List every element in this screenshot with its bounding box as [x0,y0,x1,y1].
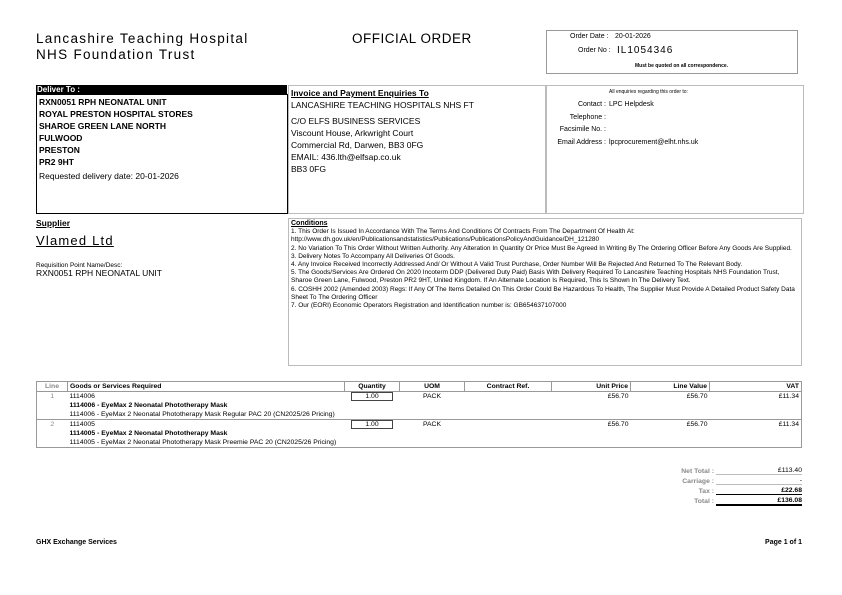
invoice-box [288,85,546,214]
table-row-desc [37,410,802,420]
col-line-value: Line Value [631,382,710,392]
col-uom: UOM [400,382,465,392]
invoice-line: Commercial Rd, Darwen, BB3 0FG [291,140,424,150]
total-label: Total : [694,497,714,505]
condition-item: 7. Our (EORI) Economic Operators Registration and Identification number is: GB654637107000 [291,302,567,310]
row-desc1: 1114005 - EyeMax 2 Neonatal Phototherapy Mask [69,430,228,437]
col-vat: VAT [710,382,802,392]
trust-name-line1: Lancashire Teaching Hospital [36,31,249,46]
invoice-line: Viscount House, Arkwright Court [291,128,414,138]
totals-block [640,466,802,506]
condition-item: 2. No Variation To This Order Without Written Authority. Any Alteration In Quantity Or Price Must Be Agreed In Writing By The Ordering Officer Before Any Goods Are Supplied. [291,244,792,252]
invoice-line: C/O ELFS BUSINESS SERVICES [291,116,421,126]
deliver-to-box [36,94,288,214]
carriage-label: Carriage : [682,477,714,485]
table-row-desc [37,438,802,448]
footer-left: GHX Exchange Services [36,539,117,546]
row-contract-ref [465,420,552,430]
condition-item: 3. Delivery Notes To Accompany All Deliveries Of Goods. [291,252,455,260]
total-value: £136.08 [716,497,802,506]
row-qty: 1.00 [351,420,393,429]
contact-value: LPC Helpdesk [609,101,654,108]
table-row-desc [37,401,802,410]
order-date-value: 20-01-2026 [615,33,651,40]
table-row [37,420,802,430]
conditions-box [288,218,802,366]
row-desc2: 1114006 - EyeMax 2 Neonatal Phototherapy Mask Regular PAC 20 (CN2025/26 Pricing) [69,411,335,418]
row-code: 1114005 [69,421,95,428]
page-number: Page 1 of 1 [765,539,802,546]
enquiries-note: All enquiries regarding this order to: [609,89,688,95]
invoice-heading: Invoice and Payment Enquiries To [291,88,429,98]
col-line: Line [37,382,68,392]
row-uom: PACK [422,421,441,428]
invoice-line: LANCASHIRE TEACHING HOSPITALS NHS FT [291,100,474,110]
order-items-table [36,381,802,448]
net-total-label: Net Total : [681,467,714,475]
row-qty: 1.00 [351,392,393,401]
row-desc2: 1114005 - EyeMax 2 Neonatal Phototherapy Mask Preemie PAC 20 (CN2025/26 Pricing) [69,439,337,446]
order-date-label: Order Date : [570,33,609,40]
tax-value: £22.68 [716,487,802,495]
row-line-value: £56.70 [686,421,708,428]
col-contract-ref: Contract Ref. [465,382,552,392]
row-code: 1114006 [69,393,95,400]
row-qty-cell [345,392,400,402]
net-total-value: £113.40 [716,467,802,475]
table-row-desc [37,429,802,438]
order-no-label: Order No : [578,47,611,54]
requisition-label: Requisition Point Name/Desc: [36,262,123,269]
row-vat: £11.34 [710,420,802,430]
supplier-heading [36,218,70,228]
invoice-line: BB3 0FG [291,164,326,174]
col-quantity: Quantity [345,382,400,392]
row-desc1: 1114006 - EyeMax 2 Neonatal Phototherapy Mask [69,402,228,409]
condition-item: 1. This Order Is Issued In Accordance With The Terms And Conditions Of Contracts From The Department Of Health At: [291,228,635,236]
requested-delivery-date: Requested delivery date: 20-01-2026 [39,171,179,181]
row-unit-price: £56.70 [607,393,629,400]
table-header-row [37,382,802,392]
conditions-heading: Conditions [291,220,328,227]
deliver-to-heading: Deliver To : [36,85,287,94]
condition-item: http://www.dh.gov.uk/en/Publicationsandstatistics/Publications/PublicationsPolicyAndGuidance/DH_121280 [291,236,600,244]
requisition-value: RXN0051 RPH NEONATAL UNIT [36,268,162,278]
col-unit-price: Unit Price [552,382,631,392]
order-note: Must be quoted on all correspondence. [635,63,729,69]
deliver-line: PR2 9HT [39,157,74,167]
condition-item: 6. COSHH 2002 (Amended 2003) Regs: If Any Of The Items Detailed On This Order Could Be Hazardous To Health, The Supplier Must Provide A Detailed Product Safety Data Sheet To The Ordering Officer [291,285,795,301]
carriage-value: - [716,477,802,485]
row-unit-price: £56.70 [607,421,629,428]
deliver-line: PRESTON [39,145,80,155]
condition-item: 5. The Goods/Services Are Ordered On 2020 Incoterm DDP (Delivered Duty Paid) Basis With Delivery Required To Lancashire Teaching Hospitals NHS Foundation Trust, Sharoe Green Lane, Fulwood, Preston PR2 9HT, United Kingdom. If An Alternate Location Is Required, This Is Shown In The Delivery Text. [291,269,780,285]
table-row [37,392,802,402]
row-line: 1 [37,392,68,402]
order-info-box [546,30,798,74]
facsimile-label: Facsimile No. : [559,126,606,133]
deliver-line: SHAROE GREEN LANE NORTH [39,121,167,131]
row-line-value: £56.70 [686,393,708,400]
tax-label: Tax : [698,487,714,495]
deliver-line: RXN0051 RPH NEONATAL UNIT [39,97,167,107]
row-vat: £11.34 [710,392,802,402]
deliver-line: ROYAL PRESTON HOSPITAL STORES [39,109,193,119]
supplier-name: Vlamed Ltd [36,233,114,248]
trust-name-line2: NHS Foundation Trust [36,47,196,62]
row-contract-ref [465,392,552,402]
row-qty-cell [345,420,400,430]
row-uom: PACK [422,393,441,400]
email-value: lpcprocurement@elht.nhs.uk [609,139,699,146]
invoice-line: EMAIL: 436.lth@elfsap.co.uk [291,152,401,162]
order-no-value: IL1054346 [617,45,674,56]
col-goods: Goods or Services Required [68,382,345,392]
supplier-heading-text: Supplier [36,218,71,228]
deliver-line: FULWOOD [39,133,83,143]
row-line: 2 [37,420,68,430]
contact-label: Contact : [577,101,606,108]
enquiries-box [546,85,804,214]
trust-name [36,31,249,63]
document-title: OFFICIAL ORDER [352,31,472,46]
telephone-label: Telephone : [569,114,606,121]
email-label: Email Address : [557,139,606,146]
condition-item: 4. Any Invoice Received Incorrectly Addressed And/ Or Without A Valid Trust Purchase, Order Number Will Be Rejected And Returned To The Relevant Body. [291,261,743,269]
